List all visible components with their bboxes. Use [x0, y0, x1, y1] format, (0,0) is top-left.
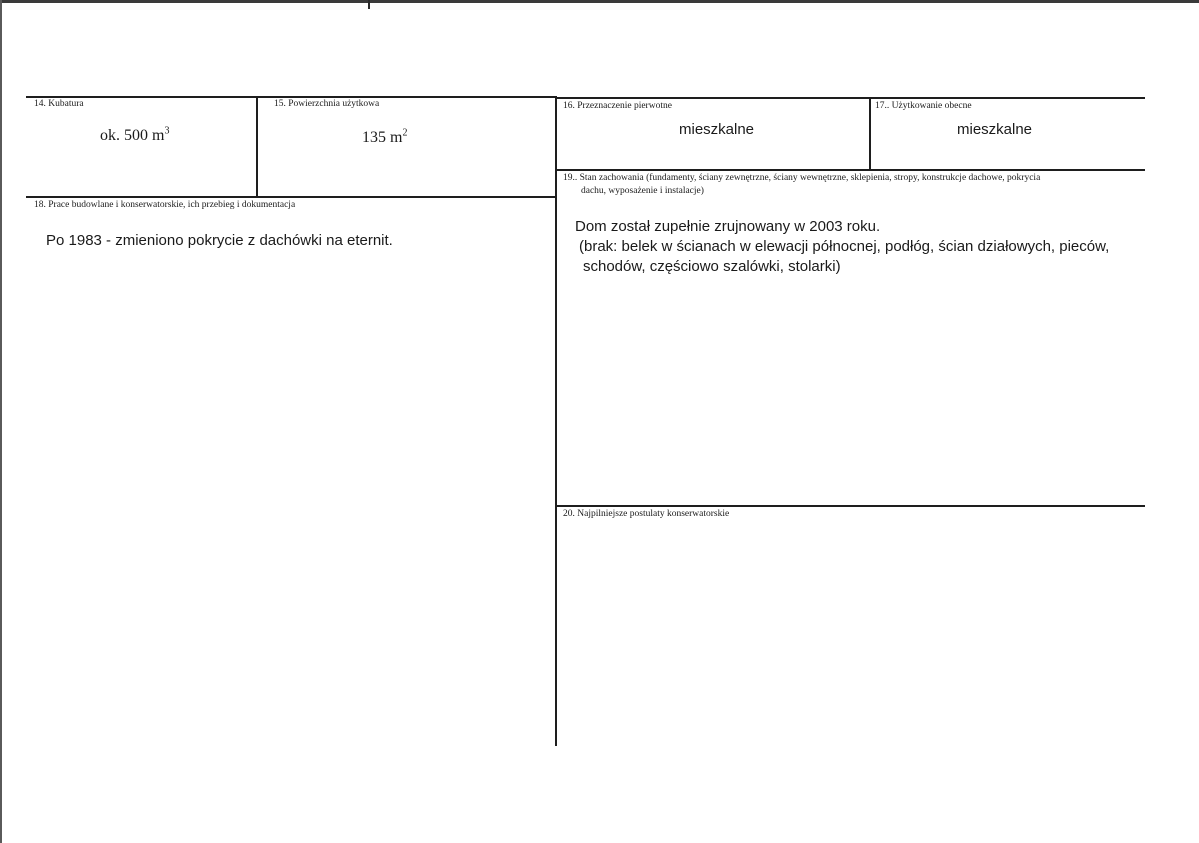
stan-zachowania-label-line2: dachu, wyposażenie i instalacje)	[581, 186, 704, 196]
powierzchnia-value	[362, 129, 407, 147]
stan-zachowania-value-line2: (brak: belek w ścianach w elewacji północnej, podłóg, ścian działowych, pieców,	[579, 238, 1110, 255]
page-edge-left	[0, 0, 2, 843]
stan-zachowania-value-line3: schodów, częściowo szalówki, stolarki)	[583, 258, 841, 275]
powierzchnia-unit-exponent: 2	[402, 127, 408, 139]
rule-below-16-17	[556, 169, 1145, 171]
prace-budowlane-value: Po 1983 - zmieniono pokrycie z dachówki na eternit.	[46, 232, 393, 249]
uzytkowanie-value: mieszkalne	[957, 121, 1033, 138]
przeznaczenie-label: 16. Przeznaczenie pierwotne	[563, 101, 672, 111]
powierzchnia-value-text: 135 m	[362, 129, 403, 146]
kubatura-value-text: ok. 500 m	[100, 127, 165, 144]
kubatura-label: 14. Kubatura	[34, 99, 84, 109]
top-rule-right	[556, 97, 1145, 99]
stan-zachowania-label	[563, 172, 1138, 198]
kubatura-unit-exponent: 3	[164, 125, 170, 137]
center-divider	[555, 96, 557, 746]
uzytkowanie-label: 17.. Użytkowanie obecne	[875, 101, 972, 111]
przeznaczenie-value: mieszkalne	[679, 121, 755, 138]
rule-below-19	[556, 505, 1145, 507]
powierzchnia-label: 15. Powierzchnia użytkowa	[274, 99, 380, 109]
rule-below-14-15	[26, 196, 556, 198]
divider-14-15	[256, 96, 258, 196]
divider-16-17	[869, 97, 871, 170]
top-tick-mark	[368, 0, 370, 9]
page-edge-top	[0, 0, 1199, 3]
kubatura-value	[100, 127, 169, 145]
stan-zachowania-label-line1: 19.. Stan zachowania (fundamenty, ściany zewnętrzne, ściany wewnętrzne, sklepienia, stropy, konstrukcje dachowe, pokrycia	[563, 173, 1041, 183]
postulaty-label: 20. Najpilniejsze postulaty konserwatorskie	[563, 509, 730, 519]
stan-zachowania-value-line1: Dom został zupełnie zrujnowany w 2003 roku.	[575, 218, 881, 235]
prace-budowlane-label: 18. Prace budowlane i konserwatorskie, ich przebieg i dokumentacja	[34, 200, 296, 210]
